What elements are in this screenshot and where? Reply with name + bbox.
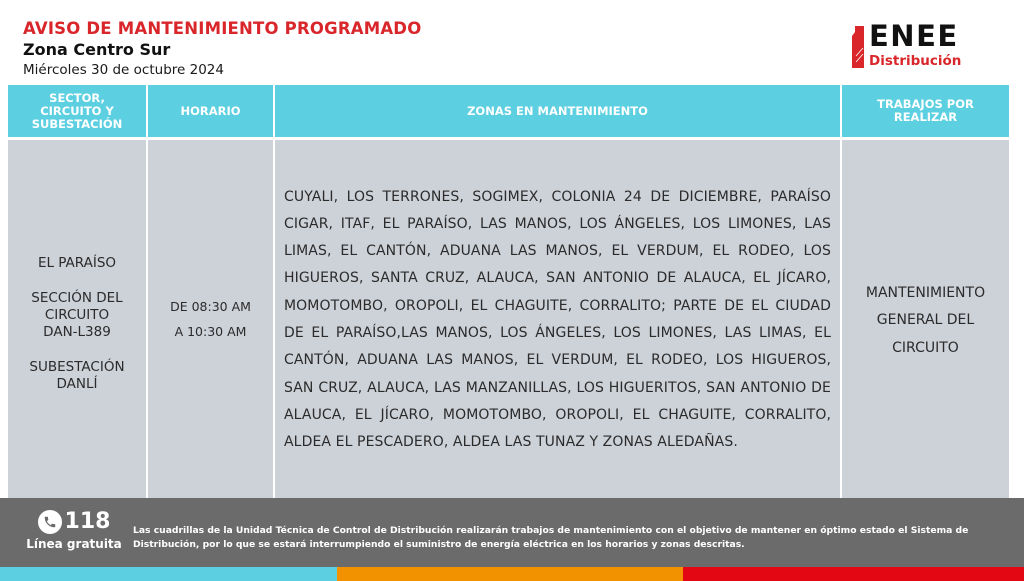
strip-orange: [337, 567, 683, 581]
schedule-cell: [148, 140, 273, 498]
logo-subtitle: Distribución: [869, 53, 962, 69]
column-header-label: SECTOR, CIRCUITO Y SUBESTACIÓN: [31, 90, 123, 131]
zones-cell: [275, 140, 840, 498]
phone-icon: [38, 510, 62, 534]
notice-title: AVISO DE MANTENIMIENTO PROGRAMADO: [23, 19, 422, 38]
column-header-works: [842, 85, 1009, 137]
circuit-line: CIRCUITO: [44, 307, 110, 323]
column-header-schedule: [148, 85, 273, 137]
footer-band: [0, 498, 1024, 567]
logo-name: ENEE: [869, 19, 959, 53]
table-row: [8, 140, 1009, 498]
circuit-line: SECCIÓN DEL: [31, 290, 123, 306]
schedule-from: DE 08:30 AM: [170, 299, 251, 314]
notice-date: Miércoles 30 de octubre 2024: [23, 62, 224, 78]
column-header-label: ZONAS EN MANTENIMIENTO: [467, 103, 648, 118]
circuit-code: DAN-L389: [43, 324, 111, 340]
works-cell: [842, 140, 1009, 498]
hotline: [24, 508, 124, 551]
brand-color-strip: [0, 567, 1024, 581]
substation-line: SUBESTACIÓN: [29, 359, 125, 375]
schedule-to: A 10:30 AM: [174, 324, 247, 339]
phone-glyph-icon: [43, 515, 57, 529]
footer-message: Las cuadrillas de la Unidad Técnica de Control de Distribución realizarán trabajos de mantenimiento con el objetivo de mantener en óptimo estado el Sistema de Distribución, por lo que se estará interrumpiendo el suministro de energía eléctrica en los horarios y zonas descritas.: [133, 525, 969, 550]
works-line: MANTENIMIENTO: [865, 284, 986, 301]
strip-cyan: [0, 567, 337, 581]
hotline-label: Línea gratuita: [26, 537, 122, 551]
column-header-sector: [8, 85, 146, 137]
hotline-number-row: [24, 508, 124, 536]
sector-cell: [8, 140, 146, 498]
sector-name: EL PARAÍSO: [37, 255, 117, 271]
works-line: CIRCUITO: [892, 339, 959, 356]
strip-red: [683, 567, 1024, 581]
logo-mark-icon: [852, 26, 864, 68]
column-header-zones: [275, 85, 840, 137]
zone-title: Zona Centro Sur: [23, 40, 171, 59]
enee-logo: [852, 19, 997, 74]
circuit-info: [31, 290, 122, 341]
substation-info: [29, 359, 124, 393]
column-header-label: HORARIO: [180, 103, 241, 118]
notice-header: [23, 18, 421, 80]
column-header-label: TRABAJOS POR REALIZAR: [877, 97, 974, 124]
maintenance-table: [8, 85, 1009, 498]
works-line: GENERAL DEL: [876, 312, 975, 329]
substation-name: DANLÍ: [56, 376, 98, 392]
zones-list: CUYALI, LOS TERRONES, SOGIMEX, COLONIA 24 DE DICIEMBRE, PARAÍSO CIGAR, ITAF, EL PARAÍSO, LAS MANOS, LOS ÁNGELES, LOS LIMONES, LAS LIMAS, EL CANTÓN, ADUANA LAS MANOS, EL VERDUM, EL RODEO, LOS HIGUEROS, SANTA CRUZ, ALAUCA, SAN ANTONIO DE ALAUCA, EL JÍCARO, MOMOTOMBO, OROPOLI, EL CHAGUITE, CORRALITO; PARTE DE EL CIUDAD DE EL PARAÍSO,LAS MANOS, LOS ÁNGELES, LOS LIMONES, LAS LIMAS, EL CANTÓN, ADUANA LAS MANOS, EL VERDUM, EL RODEO, LOS HIGUEROS, SAN CRUZ, ALAUCA, LAS MANZANILLAS, LOS HIGUERITOS, SAN ANTONIO DE ALAUCA, EL JÍCARO, MOMOTOMBO, OROPOLI, EL CHAGUITE, CORRALITO, ALDEA EL PESCADERO, ALDEA LAS TUNAZ Y ZONAS ALEDAÑAS.: [284, 188, 831, 451]
hotline-number: 118: [64, 509, 111, 534]
table-header-row: [8, 85, 1009, 137]
